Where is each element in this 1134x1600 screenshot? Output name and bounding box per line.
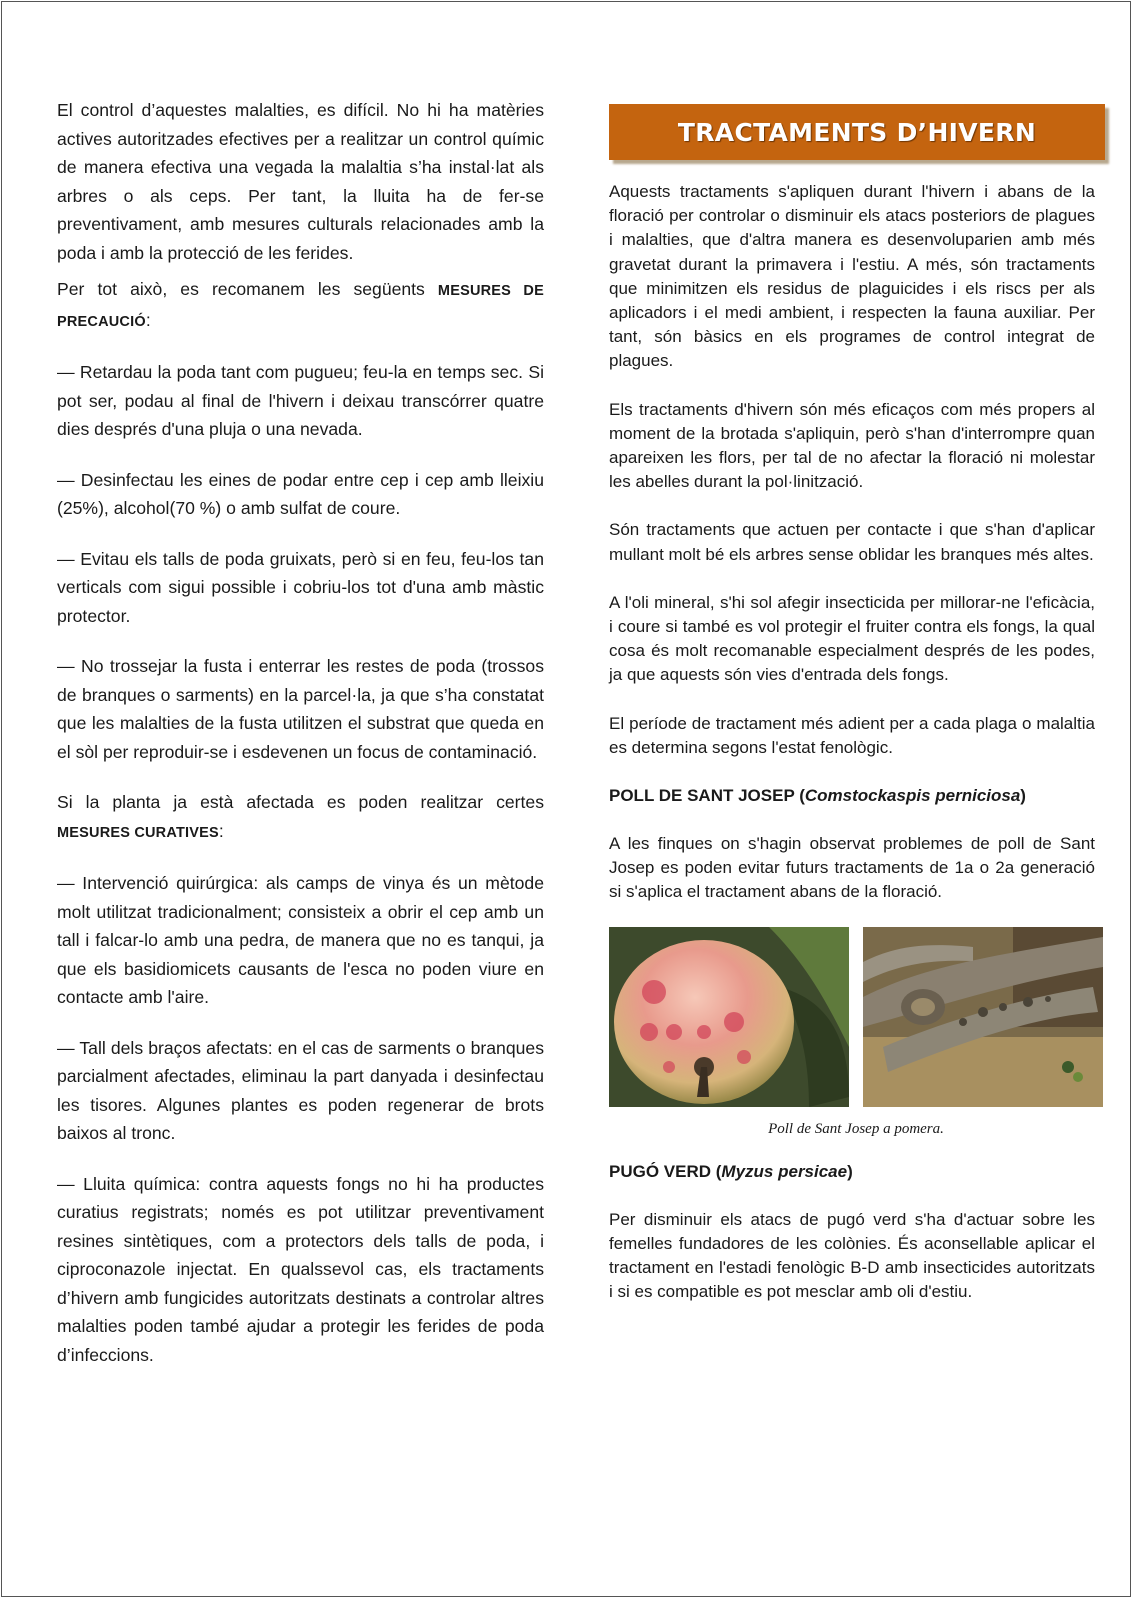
left-column xyxy=(57,96,544,1369)
precaution-intro xyxy=(57,275,544,336)
precaution-item: — No trossejar la fusta i enterrar les restes de poda (trossos de branques o sarments) en la parcel·la, ja que s’ha constatat que les malalties de la fusta utilitzen el substrat que queda en el sòl per reproduir-se i esdevenen un focus de contaminació. xyxy=(57,656,544,762)
precaution-item: — Evitau els talls de poda gruixats, però si en feu, feu-los tan verticals com sigui possible i cobriu-los tot d'una amb màstic protector. xyxy=(57,548,544,626)
winter-treatment-paragraph: A l'oli mineral, s'hi sol afegir insecticida per millorar-ne l'eficàcia, i coure si també es vol protegir el fruiter contra els fongs, la qual cosa és molt recomanable especialment després de les podes, ja que aquests són vies d'entrada dels fongs. xyxy=(609,592,1095,685)
intro-paragraph: El control d’aquestes malalties, es difícil. No hi ha matèries actives autoritzades efectives per a realitzar un control químic de manera efectiva una vegada la malaltia s’ha instal·lat als arbres o als ceps. Per tant, la lluita ha de fer-se preventivament, amb mesures culturals relacionades amb la poda i amb la protecció de les ferides. xyxy=(57,100,544,263)
precaution-caps: MESURES DE PRECAUCIÓ xyxy=(57,283,544,330)
curative-caps: MESURES CURATIVES xyxy=(57,824,219,841)
paren-close: ) xyxy=(847,1161,853,1181)
pest-heading-san-jose-scale xyxy=(609,784,1095,808)
curative-item: — Lluita química: contra aquests fongs no hi ha productes curatius registrats; només es pot utilitzar preventivament resines sintètiques, com a protectors dels talls de poda, i ciproconazole injectat. En qualssevol cas, els tractaments d’hivern amb fungicides autoritzats destinats a controlar altres malalties poden també ajudar a protegir les ferides de poda d’infeccions. xyxy=(57,1173,544,1365)
pest-heading-green-aphid xyxy=(609,1160,1095,1184)
section-title: TRACTAMENTS D’HIVERN xyxy=(677,117,1037,147)
precaution-colon: : xyxy=(145,309,151,330)
green-aphid-paragraph: Per disminuir els atacs de pugó verd s'ha d'actuar sobre les femelles fundadores de les colònies. És aconsellable aplicar el tractament en l'estadi fenològic B-D amb insecticides autoritzats i si es compatible es pot mesclar amb oli d'estiu. xyxy=(609,1209,1095,1302)
curative-item: — Tall dels braços afectats: en el cas de sarments o branques parcialment afectades, eliminau la part danyada i desinfectau les tisores. Algunes plantes es poden regenerar de brots baixos al tronc. xyxy=(57,1037,544,1143)
paren-open: ( xyxy=(794,786,805,806)
precaution-intro-text: Per tot això, es recomanem les següents xyxy=(57,279,438,299)
curative-colon: : xyxy=(218,820,224,841)
san-jose-scale-paragraph: A les finques on s'hagin observat problemes de poll de Sant Josep es poden evitar futurs tractaments de 1a o 2a generació si s'aplica el tractament abans de la floració. xyxy=(609,834,1095,902)
photo-row xyxy=(609,927,1103,1107)
scientific-name: Comstockaspis perniciosa xyxy=(804,786,1021,806)
branch-photo xyxy=(863,927,1103,1107)
scientific-name: Myzus persicae xyxy=(721,1161,848,1181)
winter-treatment-paragraph: El període de tractament més adient per a cada plaga o malaltia es determina segons l'estat fenològic. xyxy=(609,713,1095,757)
paren-open: ( xyxy=(711,1161,722,1181)
winter-treatment-paragraph: Aquests tractaments s'apliquen durant l'hivern i abans de la floració per controlar o disminuir els atacs posteriors de plagues i malalties, que d'altra manera es desenvoluparien amb més gravetat durant la primavera i l'estiu. A més, són tractaments que minimitzen els residus de plaguicides i els riscs per als aplicadors i el medi ambient, i respecten la fauna auxiliar. Per tant, són bàsics en els programes de control integrat de plagues. xyxy=(609,182,1095,371)
page xyxy=(1,1,1131,1597)
paren-close: ) xyxy=(1020,786,1026,806)
section-banner xyxy=(609,104,1105,160)
photo-caption: Poll de Sant Josep a pomera. xyxy=(768,1120,944,1137)
precaution-item: — Retardau la poda tant com pugueu; feu-la en temps sec. Si pot ser, podau al final de l'hivern i deixau transcórrer quatre dies després d'una pluja o una nevada. xyxy=(57,362,544,439)
winter-treatment-paragraph: Són tractaments que actuen per contacte i que s'han d'aplicar mullant molt bé els arbres sense oblidar les branques més altes. xyxy=(609,520,1095,564)
pest-name: POLL DE SANT JOSEP xyxy=(609,786,795,806)
pest-name: PUGÓ VERD xyxy=(609,1161,712,1181)
curative-intro-text: Si la planta ja està afectada es poden realitzar certes xyxy=(57,792,544,812)
curative-intro xyxy=(57,788,544,847)
curative-item: — Intervenció quirúrgica: als camps de vinya és un mètode molt utilitzat tradicionalment; consisteix a obrir el cep amb un tall i falcar-lo amb una pedra, de manera que no es tanqui, ja que els basidiomicets causants de l'esca no poden viure en contacte amb l'aire. xyxy=(57,873,544,1007)
winter-treatment-paragraph: Els tractaments d'hivern són més eficaços com més propers al moment de la brotada s'apliquin, però s'han d'interrompre quan apareixen les flors, per tal de no afectar la floració ni molestar les abelles durant la pol·linització. xyxy=(609,399,1095,492)
precaution-item: — Desinfectau les eines de podar entre cep i cep amb lleixiu (25%), alcohol(70 %) o amb sulfat de coure. xyxy=(57,469,544,518)
right-column xyxy=(609,104,1095,1304)
apple-photo xyxy=(609,927,849,1107)
